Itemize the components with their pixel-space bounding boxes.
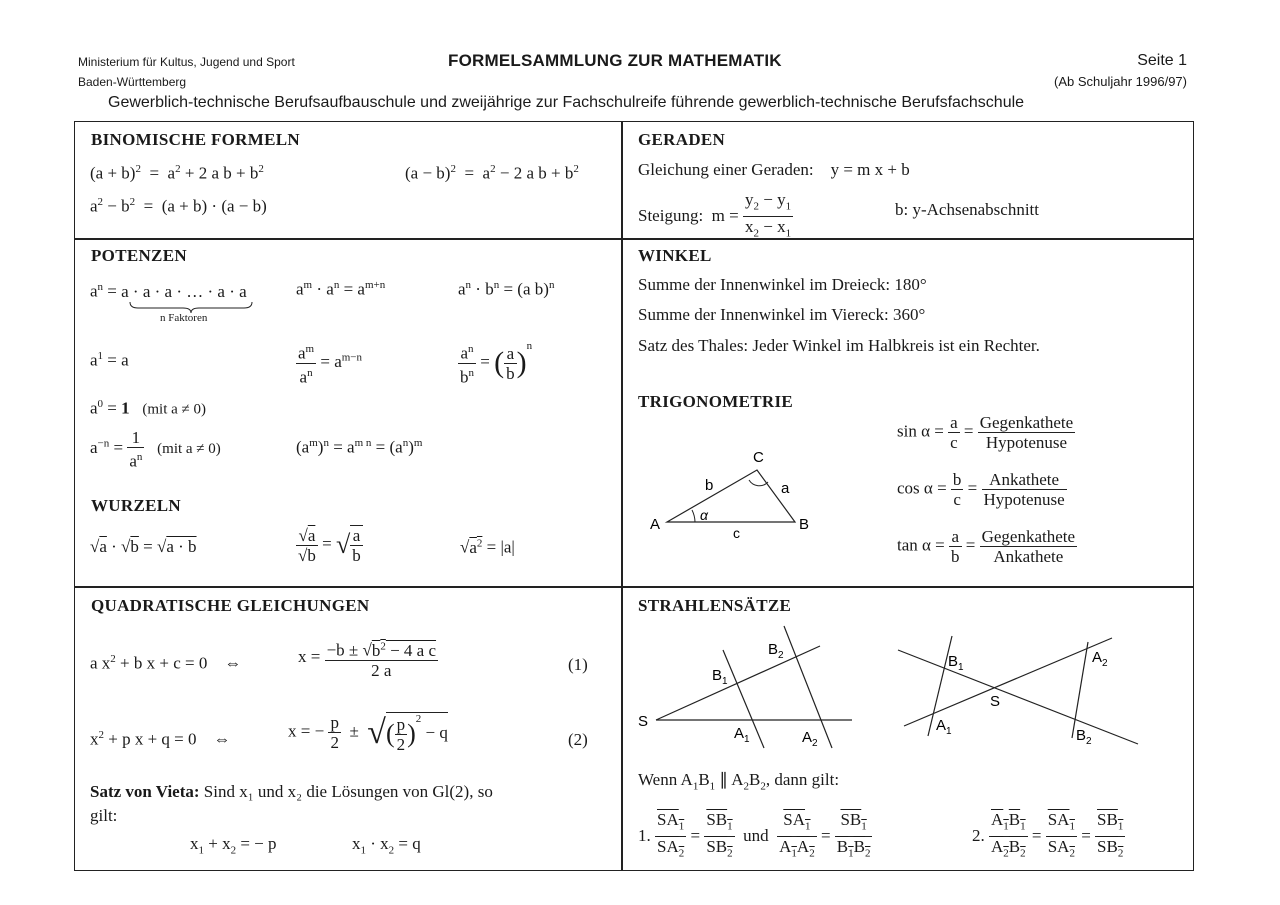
strahlensatz-condition: Wenn $A_1B_1$ ∥ $A_2B_2$, dann gilt: [638, 770, 840, 793]
label-a2-left: $A_2$ [802, 729, 818, 749]
vieta-sum: $x_1 + x_2$ = − p [190, 834, 277, 857]
n-faktoren-label: n Faktoren [160, 312, 208, 324]
mit-a-ne0-1: (mit a ≠ 0) [142, 401, 207, 418]
und-label: und [743, 825, 769, 845]
geraden-gleichung: Gleichung einer Geraden: y = m x + b [638, 160, 910, 179]
section-strahlensaetze: STRAHLENSÄTZE [638, 596, 792, 615]
power-negative: $a^{-n}$ = $\frac{1}{a^n}$ (mit a ≠ 0) [90, 428, 221, 471]
label-one: 1. [638, 825, 651, 845]
hypotenuse-1: Hypotenuse [985, 433, 1068, 452]
wenn-label: Wenn [638, 770, 678, 789]
root-square: $√a^2 = |a|$ [460, 537, 515, 557]
ankathete-1: Ankathete [982, 470, 1067, 490]
binomial-formula-2: $(a - b)^2 = a^2 - 2$ a $b + b^2$ [405, 163, 579, 183]
vertex-b-label: B [799, 516, 810, 533]
root-quotient: $\frac{√a}{√b}$ = √ $\frac{a}{b}$ [298, 525, 361, 565]
ministry-line2: Baden-Württemberg [78, 75, 187, 89]
dann-label: , dann gilt: [765, 770, 840, 789]
root-product: √a · √b = √a · b [90, 537, 197, 556]
strahlensatz-diagrams [634, 620, 1190, 760]
page-number: Seite 1 [1137, 52, 1187, 69]
sin-label: sin α = [897, 421, 944, 441]
gegenkathete-2: Gegenkathete [981, 527, 1076, 546]
side-c-label: c [733, 525, 740, 540]
column-divider [621, 121, 623, 871]
row-divider-1 [74, 238, 1194, 240]
pq-formula: x = − $\frac{p}{2}$ ± √( $\frac{p}{2}$ )$^2$ − q [288, 713, 448, 754]
section-binomische-formeln: BINOMISCHE FORMELN [91, 130, 300, 149]
cos-label: cos α = [897, 478, 947, 498]
ankathete-2: Ankathete [993, 547, 1064, 566]
power-quotient-rule: $\frac{a^m}{a^n}$ = $a^{m-n}$ [296, 340, 362, 386]
label-s-left: S [638, 713, 649, 730]
winkel-thales: Satz des Thales: Jeder Winkel im Halbkreis ist ein Rechter. [638, 336, 1040, 355]
alpha-label: α [700, 507, 708, 523]
section-trigonometrie: TRIGONOMETRIE [638, 392, 794, 411]
hypotenuse-2: Hypotenuse [983, 490, 1065, 509]
gleichung-label: Gleichung einer Geraden: [638, 160, 814, 179]
label-b1-right: $B_1$ [948, 653, 964, 673]
triangle-abc [667, 470, 795, 522]
label-b2-left: $B_2$ [768, 641, 784, 661]
power-one: $a^1 = a$ [90, 350, 129, 370]
power-product-rule: $a^m \cdot a^n = a^{m+n}$ [296, 279, 386, 299]
side-a-label: a [781, 480, 790, 497]
alpha-arc [692, 510, 695, 522]
tangent-formula: tan α = $\frac{a}{b}$ = $\frac{\text{Gegenkathete}}{\text{Ankathete}}$ [897, 527, 1076, 566]
quadratic-normal: $x^2 + p$ x + q = 0 ⇔ [90, 729, 231, 749]
winkel-dreieck: Summe der Innenwinkel im Dreieck: 180° [638, 275, 927, 294]
page-title: FORMELSAMMLUNG ZUR MATHEMATIK [448, 51, 782, 70]
triangle-diagram [645, 440, 825, 540]
sine-formula: sin α = $\frac{a}{c}$ = $\frac{\text{Gegenkathete}}{\text{Hypotenuse}}$ [897, 413, 1074, 452]
steigung-label: Steigung: [638, 205, 704, 225]
section-wurzeln: WURZELN [91, 496, 181, 515]
label-b2-right: $B_2$ [1076, 727, 1092, 747]
vertex-a-label: A [650, 516, 661, 533]
equation-number-1: (1) [568, 655, 588, 674]
vieta-bold: Satz von Vieta: [90, 782, 200, 801]
tan-label: tan α = [897, 535, 945, 555]
power-same-exponent: $a^n \cdot b^n = (a$ b)$^n$ [458, 279, 555, 299]
slope-fraction: $\frac{y_2 - y_1}{x_2 - x_1}$ [744, 190, 792, 240]
mit-a-ne0-2: (mit a ≠ 0) [157, 441, 221, 458]
strahlensatz-1: 1. $\frac{SA_1}{SA_2}$ = $\frac{SB_1}{SB_2}$ und $\frac{SA_1}{A_1A_2}$ = $\frac{SB_1}{B_1B_2}$ [638, 810, 871, 860]
page-subtitle: Gewerblich-technische Berufsaufbauschule und zweijährige zur Fachschulreife führende gewerblich-technische Berufsfachschule [108, 94, 1025, 111]
section-quadratische-gleichungen: QUADRATISCHE GLEICHUNGEN [91, 596, 370, 615]
geraden-steigung: Steigung: m = $\frac{y_2 - y_1}{x_2 - x_1}$ [638, 190, 793, 244]
power-zero: $a^0 = 1$ (mit a ≠ 0) [90, 398, 207, 418]
label-a2-right: $A_2$ [1092, 649, 1108, 669]
binomial-formula-1: $(a + b)^2 = a^2 + 2$ a $b + b^2$ [90, 163, 264, 183]
quadratic-general: a $x^2 + b$ x + c = 0 ⇔ [90, 653, 242, 673]
cosine-formula: cos α = $\frac{b}{c}$ = $\frac{\text{Ankathete}}{\text{Hypotenuse}}$ [897, 470, 1065, 509]
winkel-viereck: Summe der Innenwinkel im Viereck: 360° [638, 305, 926, 324]
equation-number-2: (2) [568, 730, 588, 749]
quadratic-formula: x = $\frac{-b \pm √b^2 - 4 a c}{2 a}$ [298, 637, 438, 680]
label-a1-left: $A_1$ [734, 725, 750, 745]
label-b1-left: $B_1$ [712, 667, 728, 687]
label-two: 2. [972, 825, 985, 845]
row-divider-2 [74, 586, 1194, 588]
label-s-right: S [990, 693, 1001, 710]
vieta-text: Sind x₁ und x₂ die Lösungen von Gl(2), so [203, 782, 493, 801]
section-potenzen: POTENZEN [91, 246, 187, 265]
power-definition: $a^n = a \cdot a \cdot a$ · … · a · a [90, 281, 247, 301]
section-winkel: WINKEL [638, 246, 712, 265]
side-b-label: b [705, 477, 714, 494]
gegenkathete-1: Gegenkathete [979, 413, 1074, 432]
section-geraden: GERADEN [638, 130, 726, 149]
school-year: (Ab Schuljahr 1996/97) [1054, 74, 1187, 89]
vieta-text-2: gilt: [90, 806, 118, 825]
vertex-c-label: C [753, 449, 764, 466]
power-fraction-rule: $\frac{a^n}{b^n}$ = ( $\frac{a}{b}$ )$^n$ [460, 340, 533, 387]
achsenabschnitt-label: b: y-Achsenabschnitt [895, 200, 1039, 219]
ray-upper [656, 646, 820, 720]
power-of-power: $(a^m)^n = a^{m n} = (a^n)^m$ [296, 437, 423, 457]
binomial-formula-3: $a^2 - b^2 = (a + b) \cdot (a - b)$ [90, 196, 267, 216]
strahlensatz-2: 2. $\frac{A_1B_1}{A_2B_2}$ = $\frac{SA_1}{SA_2}$ = $\frac{SB_1}{SB_2}$ [972, 810, 1124, 860]
label-a1-right: $A_1$ [936, 717, 952, 737]
vieta-statement [90, 782, 493, 802]
vieta-product: $x_1 \cdot x_2 = q$ [352, 834, 421, 857]
ministry-line1: Ministerium für Kultus, Jugend und Sport [78, 55, 295, 69]
